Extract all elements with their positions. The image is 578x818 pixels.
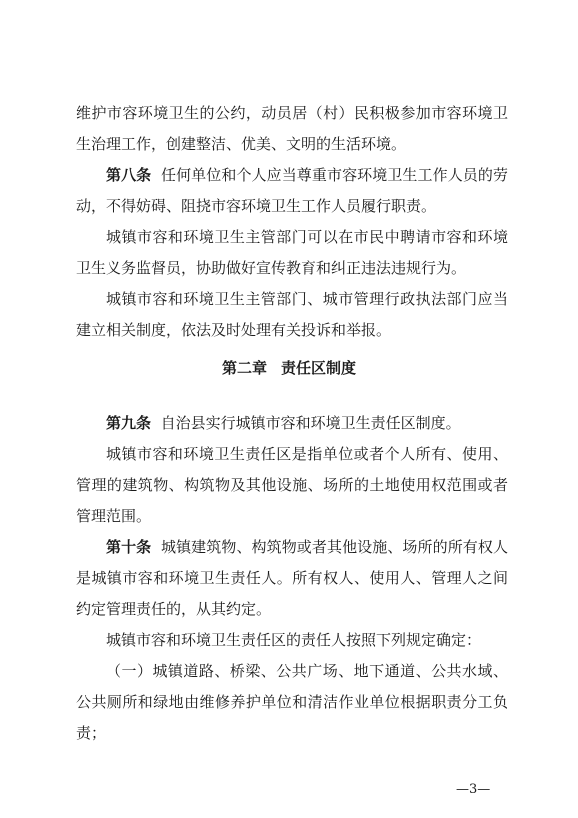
paragraph-public-convention <box>76 98 508 160</box>
list-item-1 <box>76 656 508 749</box>
page-number: —3— <box>456 782 491 797</box>
paragraph-text: 城镇市容和环境卫生主管部门、城市管理行政执法部门应当建立相关制度，依法及时处理有关投诉和举报。 <box>76 290 508 339</box>
paragraph-text: 城镇市容和环境卫生主管部门可以在市民中聘请市容和环境卫生义务监督员，协助做好宣传教育和纠正违法违规行为。 <box>76 228 508 277</box>
article-label: 第八条 <box>106 166 152 184</box>
article-text: 自治县实行城镇市容和环境卫生责任区制度。 <box>160 414 461 432</box>
paragraph-complaints <box>76 284 508 346</box>
article-label: 第九条 <box>106 414 152 432</box>
chapter-heading <box>0 356 578 380</box>
paragraph-responsibility-zone-definition <box>76 439 508 532</box>
article-label: 第十条 <box>106 538 152 556</box>
chapter-number: 第二章 <box>221 359 267 377</box>
paragraph-text: 城镇市容和环境卫生责任区的责任人按照下列规定确定： <box>106 631 482 649</box>
article-text: 城镇建筑物、构筑物或者其他设施、场所的所有权人是城镇市容和环境卫生责任人。所有权人、使用人、管理人之间约定管理责任的，从其约定。 <box>76 538 508 618</box>
article-9 <box>76 408 508 439</box>
article-8 <box>76 160 508 222</box>
paragraph-text: 维护市容环境卫生的公约，动员居（村）民积极参加市容环境卫生治理工作，创建整洁、优美、文明的生活环境。 <box>76 104 508 153</box>
article-text: 任何单位和个人应当尊重市容环境卫生工作人员的劳动，不得妨碍、阻挠市容环境卫生工作人员履行职责。 <box>76 166 508 215</box>
chapter-title: 责任区制度 <box>281 359 357 377</box>
paragraph-volunteer-supervisors <box>76 222 508 284</box>
paragraph-text: （一）城镇道路、桥梁、公共广场、地下通道、公共水域、公共厕所和绿地由维修养护单位和清洁作业单位根据职责分工负责； <box>76 662 508 742</box>
paragraph-text: 城镇市容和环境卫生责任区是指单位或者个人所有、使用、管理的建筑物、构筑物及其他设施、场所的土地使用权范围或者管理范围。 <box>76 445 508 525</box>
article-10 <box>76 532 508 625</box>
paragraph-determination-rules <box>76 625 508 656</box>
